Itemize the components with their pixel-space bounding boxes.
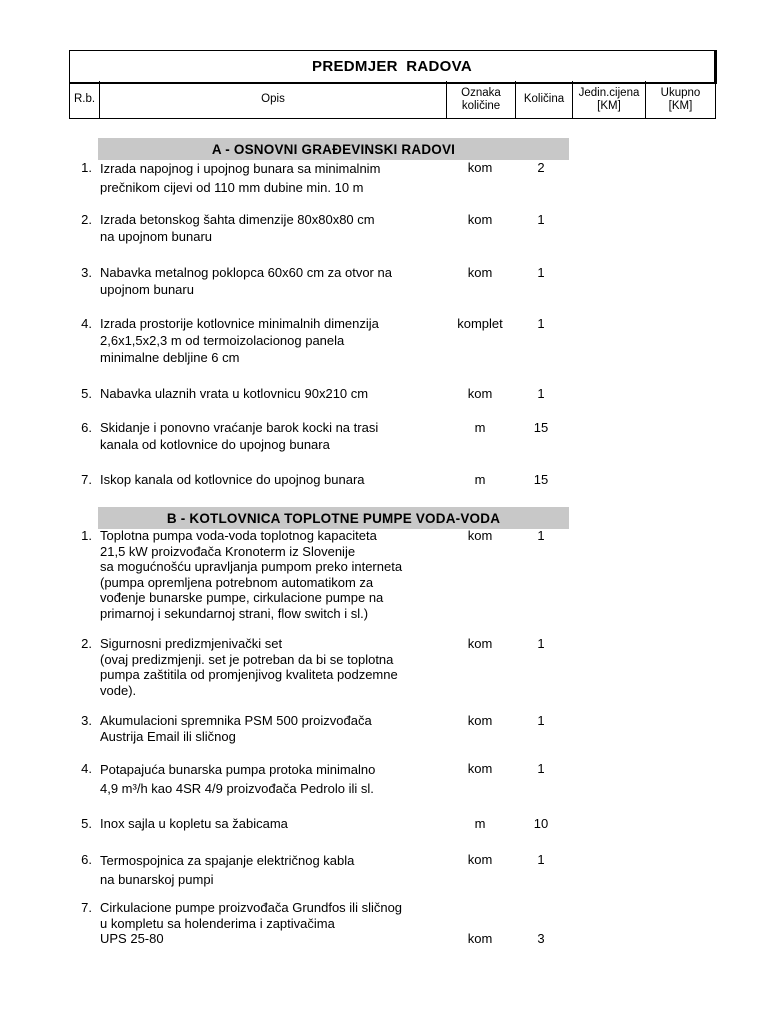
col-kolicina: Količina <box>516 81 573 118</box>
item-description: Akumulacioni spremnika PSM 500 proizvođača Austrija Email ili sličnog <box>100 713 372 744</box>
item-description: Nabavka ulaznih vrata u kotlovnicu 90x210 cm <box>100 386 369 401</box>
col-rb: R.b. <box>70 81 100 118</box>
item-quantity: 10 <box>533 816 549 831</box>
item-number: 2. <box>81 636 92 651</box>
item-description: Termospojnica za spajanje električnog kabla na bunarskoj pumpi <box>100 853 355 887</box>
item-number: 7. <box>81 900 92 915</box>
item-number: 1. <box>81 528 92 543</box>
col-oznaka <box>447 81 516 118</box>
item-description: Sigurnosni predizmjenivački set (ovaj predizmjenji. set je potreban da bi se toplotna pumpa zaštitila od promjenjivog kvaliteta podzemne vode). <box>100 636 398 698</box>
col-oznaka-label: Oznaka količine <box>461 86 501 112</box>
item-unit: m <box>474 472 486 487</box>
item-quantity: 1 <box>537 212 545 227</box>
section-title-a: A - OSNOVNI GRAĐEVINSKI RADOVI <box>98 138 569 160</box>
item-quantity: 15 <box>533 472 549 487</box>
item-unit: kom <box>467 931 493 946</box>
col-ukupno <box>646 81 715 118</box>
table-header <box>69 50 715 120</box>
item-unit: kom <box>467 713 493 728</box>
item-number: 7. <box>81 472 92 487</box>
item-number: 6. <box>81 420 92 435</box>
col-ukupno-label: Ukupno [KM] <box>660 86 701 112</box>
item-unit: kom <box>467 386 493 401</box>
item-unit: kom <box>467 212 493 227</box>
item-number: 6. <box>81 852 92 867</box>
item-description: Inox sajla u kopletu sa žabicama <box>100 816 288 831</box>
item-unit: kom <box>467 761 493 776</box>
item-description: Izrada betonskog šahta dimenzije 80x80x80 cm na upojnom bunaru <box>100 212 375 244</box>
item-quantity: 1 <box>537 713 545 728</box>
item-quantity: 1 <box>537 636 545 651</box>
col-opis: Opis <box>100 81 447 118</box>
item-quantity: 15 <box>533 420 549 435</box>
item-description: Izrada napojnog i upojnog bunara sa minimalnim prečnikom cijevi od 110 mm dubine min. 10 m <box>100 161 381 195</box>
item-unit: kom <box>467 636 493 651</box>
item-quantity: 1 <box>537 528 545 543</box>
item-unit: m <box>474 816 486 831</box>
item-description: Izrada prostorije kotlovnice minimalnih dimenzija 2,6x1,5x2,3 m od termoizolacionog panela minimalne debljine 6 cm <box>100 316 379 365</box>
item-quantity: 1 <box>537 265 545 280</box>
item-description: Cirkulacione pumpe proizvođača Grundfos ili sličnog u kompletu sa holenderima i zaptivačima UPS 25-80 <box>100 900 403 946</box>
item-number: 3. <box>81 265 92 280</box>
item-unit: kom <box>467 852 493 867</box>
item-number: 2. <box>81 212 92 227</box>
item-quantity: 1 <box>537 761 545 776</box>
item-quantity: 1 <box>537 316 545 331</box>
item-description: Iskop kanala od kotlovnice do upojnog bunara <box>100 472 365 487</box>
item-unit: kom <box>467 528 493 543</box>
page-title: PREDMJER RADOVA <box>69 50 717 84</box>
item-unit: kom <box>467 160 493 175</box>
column-headers <box>69 81 716 119</box>
item-number: 3. <box>81 713 92 728</box>
item-description: Toplotna pumpa voda-voda toplotnog kapaciteta 21,5 kW proizvođača Kronoterm iz Slovenije sa mogućnošću upravljanja pumpom preko interneta (pumpa opremljena potrebnom automatikom za vođenje bunarske pumpe, cirkulacione pumpe na primarnoj i sekundarnoj strani, flow switch i sl.) <box>100 528 403 621</box>
item-number: 5. <box>81 816 92 831</box>
item-number: 4. <box>81 761 92 776</box>
item-quantity: 1 <box>537 386 545 401</box>
item-description: Skidanje i ponovno vraćanje barok kocki na trasi kanala od kotlovnice do upojnog bunara <box>100 420 379 452</box>
item-unit: kom <box>467 265 493 280</box>
item-unit: komplet <box>457 316 503 331</box>
item-quantity: 2 <box>537 160 545 175</box>
item-number: 5. <box>81 386 92 401</box>
item-number: 1. <box>81 160 92 175</box>
item-quantity: 3 <box>537 931 545 946</box>
item-quantity: 1 <box>537 852 545 867</box>
col-jedin-cijena-label: Jedin.cijena [KM] <box>578 86 640 112</box>
item-number: 4. <box>81 316 92 331</box>
col-jedin-cijena <box>573 81 646 118</box>
section-title-b: B - KOTLOVNICA TOPLOTNE PUMPE VODA-VODA <box>98 507 569 529</box>
item-unit: m <box>474 420 486 435</box>
item-description: Potapajuća bunarska pumpa protoka minimalno 4,9 m³/h kao 4SR 4/9 proizvođača Pedrolo ili sl. <box>100 762 376 796</box>
item-description: Nabavka metalnog poklopca 60x60 cm za otvor na upojnom bunaru <box>100 265 392 297</box>
